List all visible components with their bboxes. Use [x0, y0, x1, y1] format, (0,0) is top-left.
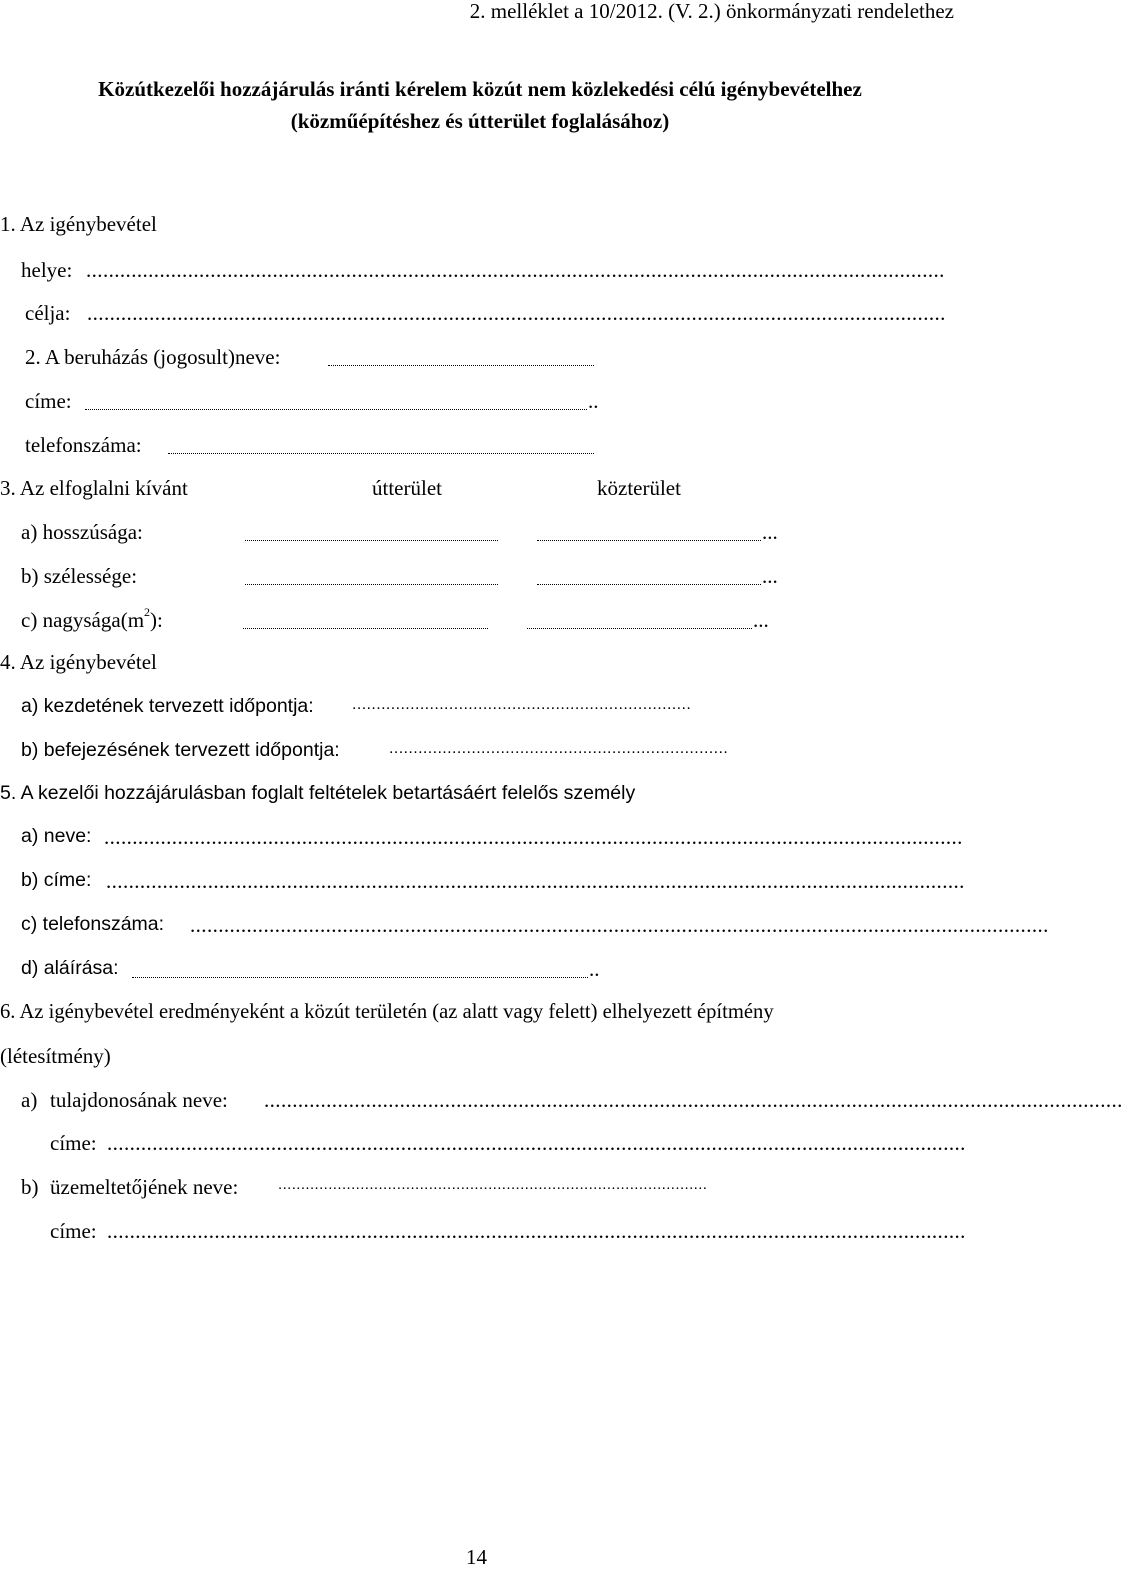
length-label: a) hosszúsága: — [21, 520, 143, 544]
responsible-address-field[interactable]: ........................................................................................................................................................ — [106, 869, 965, 893]
page-number: 14 — [466, 1545, 487, 1569]
investor-phone-field[interactable] — [168, 453, 594, 454]
end-date-label: b) befejezésének tervezett időpontja: — [21, 739, 340, 761]
end-date-field[interactable]: ...................................................................... — [389, 740, 729, 757]
section-4-heading: 4. Az igénybevétel — [0, 650, 157, 674]
responsible-name-label: a) neve: — [21, 825, 92, 847]
section-5-heading: 5. A kezelői hozzájárulásban foglalt feltételek betartásáért felelős személy — [0, 782, 636, 804]
width-roadway-field[interactable] — [245, 584, 498, 585]
responsible-signature-field-end: .. — [589, 957, 600, 981]
operator-address-label: címe: — [50, 1219, 97, 1243]
start-date-label: a) kezdetének tervezett időpontja: — [21, 695, 314, 717]
responsible-phone-field[interactable]: ........................................................................................................................................................ — [190, 913, 1049, 937]
area-field-end: ... — [753, 608, 769, 632]
length-roadway-field[interactable] — [245, 540, 498, 541]
section-1-heading: 1. Az igénybevétel — [0, 212, 157, 236]
document-subtitle: (közműépítéshez és útterület foglalásához) — [290, 109, 670, 133]
column-header-public-area: közterület — [597, 476, 681, 500]
section-6-heading-continued: (létesítmény) — [0, 1044, 111, 1068]
investor-name-field[interactable] — [328, 365, 594, 366]
section-2-heading: 2. A beruházás (jogosult)neve: — [25, 345, 281, 369]
length-public-area-field[interactable] — [537, 540, 761, 541]
operator-item-marker: b) — [21, 1175, 39, 1199]
usage-place-label: helye: — [21, 258, 73, 282]
responsible-name-field[interactable]: ........................................................................................................................................................ — [104, 825, 963, 849]
start-date-field[interactable]: ...................................................................... — [352, 696, 692, 713]
owner-item-marker: a) — [21, 1088, 38, 1112]
owner-address-field[interactable]: ........................................................................................................................................................ — [107, 1131, 966, 1155]
usage-purpose-label: célja: — [25, 301, 71, 325]
area-public-area-field[interactable] — [527, 628, 752, 629]
investor-address-label: címe: — [25, 389, 72, 413]
operator-name-label: üzemeltetőjének neve: — [50, 1175, 239, 1199]
area-label-superscript: 2 — [144, 605, 151, 619]
width-label: b) szélessége: — [21, 564, 138, 588]
investor-phone-label: telefonszáma: — [25, 433, 142, 457]
section-3-heading: 3. Az elfoglalni kívánt — [0, 476, 188, 500]
responsible-address-label: b) címe: — [21, 869, 92, 891]
usage-purpose-field[interactable]: ........................................................................................................................................................ — [87, 301, 946, 325]
usage-place-field[interactable]: ........................................................................................................................................................ — [86, 258, 945, 282]
annex-reference: 2. melléklet a 10/2012. (V. 2.) önkormányzati rendelethez — [469, 0, 954, 23]
owner-name-label: tulajdonosának neve: — [50, 1088, 228, 1112]
responsible-signature-label: d) aláírása: — [21, 957, 119, 979]
operator-name-field[interactable]: .............................................................................................. — [278, 1176, 708, 1193]
investor-address-field-end: .. — [588, 389, 599, 413]
column-header-roadway: útterület — [372, 476, 442, 500]
investor-address-field[interactable] — [85, 409, 587, 410]
section-6-heading: 6. Az igénybevétel eredményeként a közút területén (az alatt vagy felett) elhelyezett építmény — [0, 1001, 774, 1023]
document-title: Közútkezelői hozzájárulás iránti kérelem közút nem közlekedési célú igénybevételhez — [98, 77, 862, 101]
responsible-signature-field[interactable] — [132, 977, 588, 978]
responsible-phone-label: c) telefonszáma: — [21, 913, 165, 935]
area-label — [21, 605, 163, 632]
length-field-end: ... — [762, 520, 778, 544]
operator-address-field[interactable]: ........................................................................................................................................................ — [107, 1219, 966, 1243]
width-public-area-field[interactable] — [537, 584, 761, 585]
owner-address-label: címe: — [50, 1131, 97, 1155]
owner-name-field[interactable]: ........................................................................................................................................................ — [264, 1088, 1123, 1112]
area-label-suffix: ): — [150, 608, 163, 632]
width-field-end: ... — [762, 564, 778, 588]
area-roadway-field[interactable] — [243, 628, 488, 629]
area-label-text: c) nagysága(m — [21, 608, 145, 632]
